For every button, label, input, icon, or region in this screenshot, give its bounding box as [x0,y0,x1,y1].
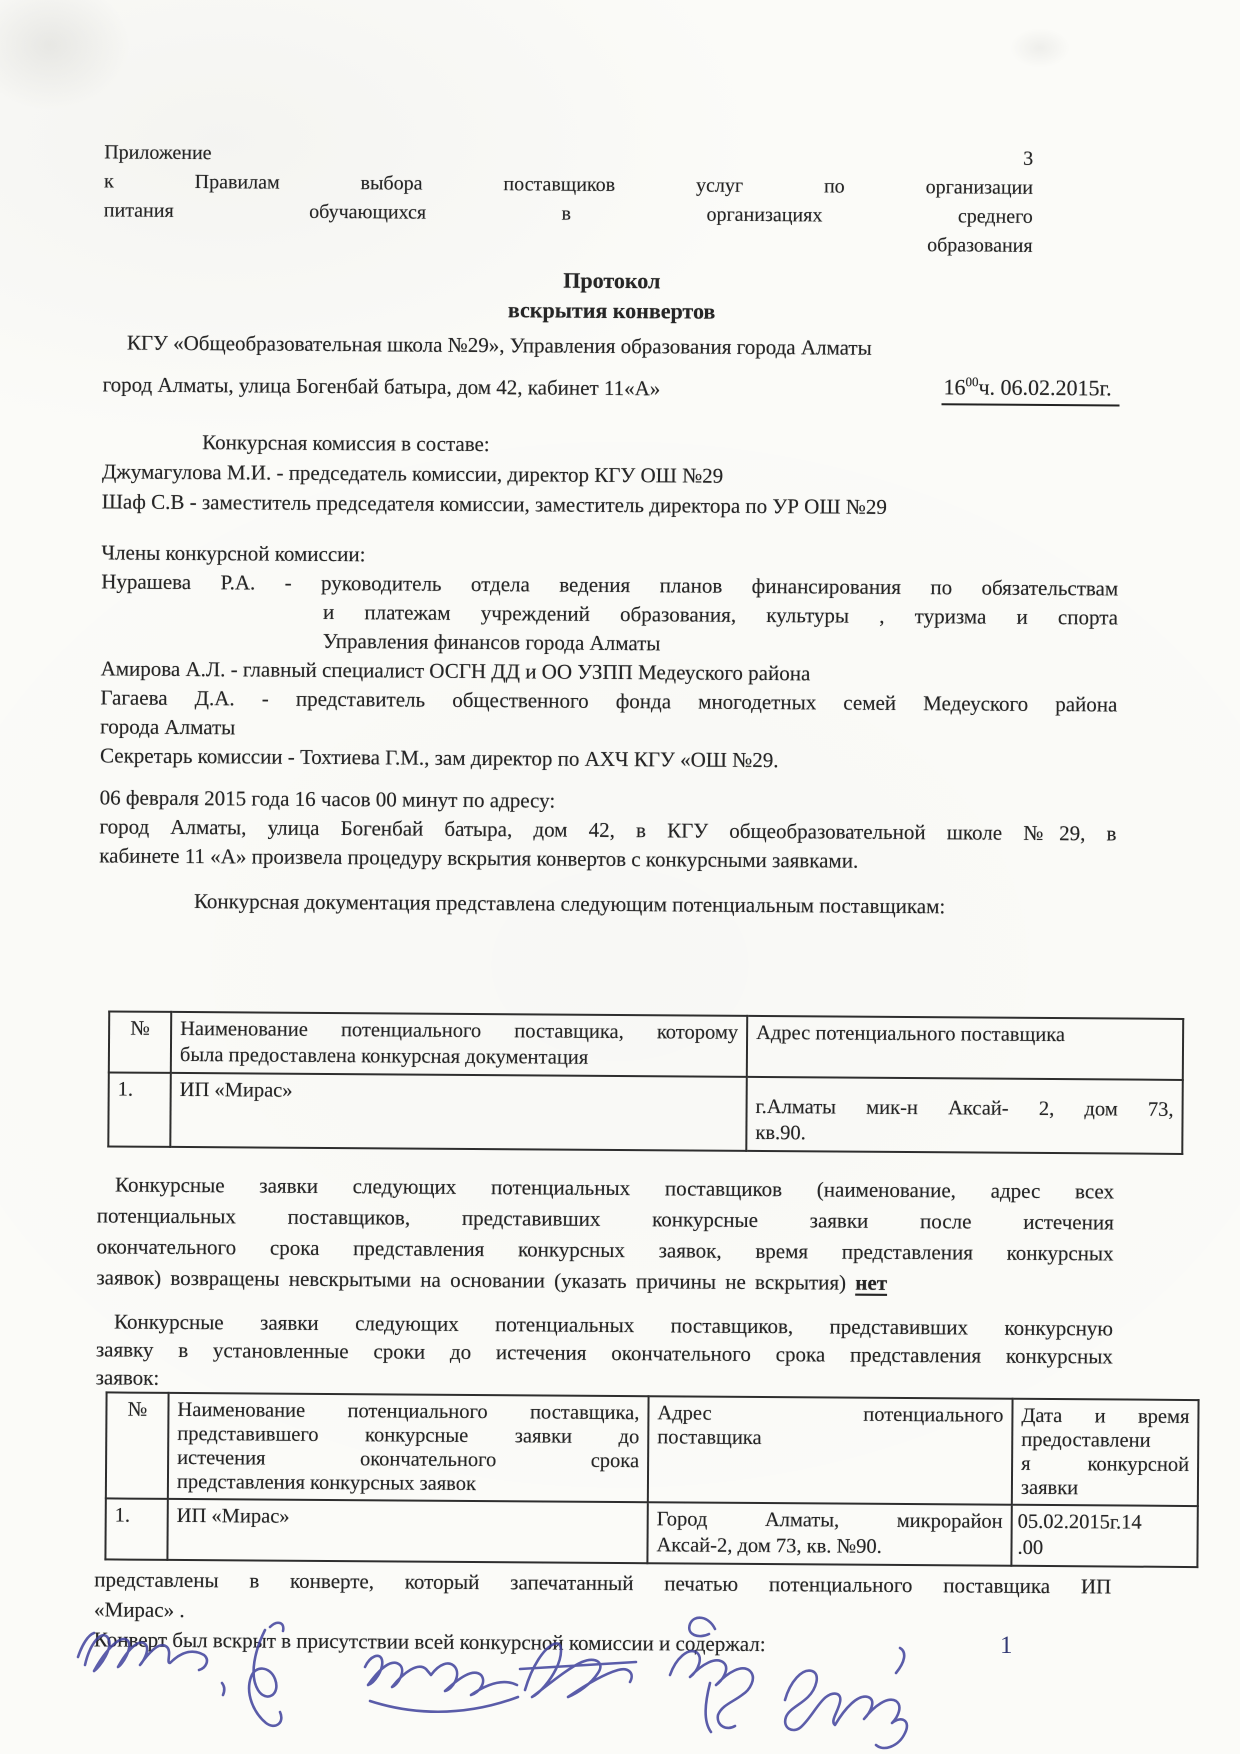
commission-heading: Конкурсная комиссия в составе: [202,430,490,457]
member-line: и платежам учреждений образования, культуры , туризма и спорта [322,599,1119,630]
header-date-lines: Дата и время предоставлени я конкурсной заявки [1020,1404,1190,1500]
page-number: 1 [1000,1632,1013,1659]
doc-title [103,262,1120,329]
supplier-address-lines: Город Алматы, микрорайон Аксай-2, дом 73, кв. №90. [656,1508,1003,1558]
returned-paragraph: Конкурсные заявки следующих потенциальных поставщиков (наименование, адрес всех потенциальных поставщиков, представивших конкурсные заявки после истечения окончательного срока представления конкурсных заявок, время представления конкурсных [96,1172,1115,1266]
signatures-block [70,1605,1150,1754]
header-cell-num: № [109,1011,171,1072]
cell-supplier-name: ИП «Мирас» [167,1499,647,1563]
meeting-time-hours: 16 [943,374,966,400]
suppliers-table [107,1010,1184,1155]
venue-row [103,366,1120,406]
signature-3 [365,1656,518,1712]
signature-1 [78,1633,207,1671]
venue-address: город Алматы, улица Богенбай батыра, дом 42, кабинет 11«А» [102,372,661,401]
chair-line: Джумагулова М.И. - председатель комиссии, директор КГУ ОШ №29 [101,459,724,488]
cell-supplier-address [647,1502,1011,1566]
secretary-line: Секретарь комиссии - Тохтиева Г.М., зам директор по АХЧ КГУ «ОШ №29. [99,743,779,773]
appendix-note: Приложение 3 к Правилам выбора поставщиков услуг по организации питания обучающихся в организациях среднего образования [103,141,1034,257]
header-cell-address [648,1396,1013,1505]
header-name-lines: Наименование потенциального поставщика, которому была предоставлена конкурсная документация [179,1017,739,1069]
member-line: Амирова А.Л. - главный специалист ОСГН ДД и ОО УЗПП Медеуского района [100,656,811,686]
signature-5 [670,1618,753,1732]
meeting-datetime-line: 06 февраля 2015 года 16 часов 00 минут по адресу: [99,785,556,813]
cell-num: 1. [108,1072,171,1146]
header-cell-address: Адрес потенциального поставщика [747,1016,1183,1080]
cell-num: 1. [105,1498,167,1559]
table-header-row [106,1392,1199,1506]
header-cell-name [168,1393,649,1502]
header-cell-date [1012,1399,1199,1506]
header-cell-name [171,1012,747,1077]
doc-title-line1: Протокол [563,267,661,294]
meeting-address: город Алматы, улица Богенбай батыра, дом 42, в КГУ общеобразовательной школе №29, в кабинете 11 «А» произвела процедуру вскрытия конвертов с конкурсными заявками. [99,814,1117,873]
opened-line: Конверт был вскрыт в присутствии всей конкурсной комиссии и содержал: [93,1627,766,1657]
member-line: Гагаева Д.А. - представитель общественного фонда многодетных семей Медеуского района города Алматы [100,685,1118,740]
header-cell-num: № [106,1392,169,1498]
docs-provided-line: Конкурсная документация представлена следующим потенциальным поставщикам: [193,889,946,919]
table-row [105,1498,1197,1567]
signature-6 [785,1648,907,1748]
signature-2 [222,1623,283,1726]
meeting-time [941,372,1119,406]
doc-title-line2: вскрытия конвертов [507,297,716,324]
cell-supplier-name: ИП «Мирас» [170,1073,747,1151]
returned-answer: нет [855,1270,888,1295]
returned-text: заявок) возвращены невскрытыми на основании (указать причины не вскрытия) [96,1265,847,1295]
deputy-line: Шаф С.В - заместитель председателя комиссии, заместитель директора по УР ОШ №29 [101,489,887,519]
signature-ink [78,1618,907,1748]
signature-4 [520,1643,636,1697]
header-name-lines: Наименование потенциального поставщика, представившего конкурсные заявки до истечения окончательного срока представления конкурсных заявок [176,1398,640,1496]
supplier-address-lines: г.Алматы мик-н Аксай- 2, дом 73, кв.90. [755,1095,1174,1145]
member-line: Управления финансов города Алматы [322,628,661,656]
header-address-lines: Адрес потенциального поставщика [657,1402,1004,1450]
meeting-time-date: ч. 06.02.2015г. [978,374,1112,401]
applications-table [104,1391,1199,1568]
table-header-row [109,1011,1183,1079]
submitted-paragraph: Конкурсные заявки следующих потенциальных поставщиков, представивших конкурсную заявку в установленные сроки до истечения окончательного срока представления конкурсных заявок: [95,1309,1114,1390]
table-row [108,1072,1182,1153]
meeting-time-minutes: 00 [965,374,979,390]
members-heading: Члены конкурсной комиссии: [101,540,366,567]
member-line: Нурашева Р.А. - руководитель отдела ведения планов финансирования по обязательствам [101,569,1119,601]
cell-supplier-address [746,1077,1183,1154]
envelope-paragraph: представлены в конверте, который запечатанный печатью потенциального поставщика ИП «Мирас» . [93,1567,1112,1622]
organization-line: КГУ «Общеобразовательная школа №29», Управления образования города Алматы [126,330,872,360]
cell-application-date [1011,1505,1197,1567]
application-date-lines: 05.02.2015г.14 .00 [1017,1510,1142,1559]
